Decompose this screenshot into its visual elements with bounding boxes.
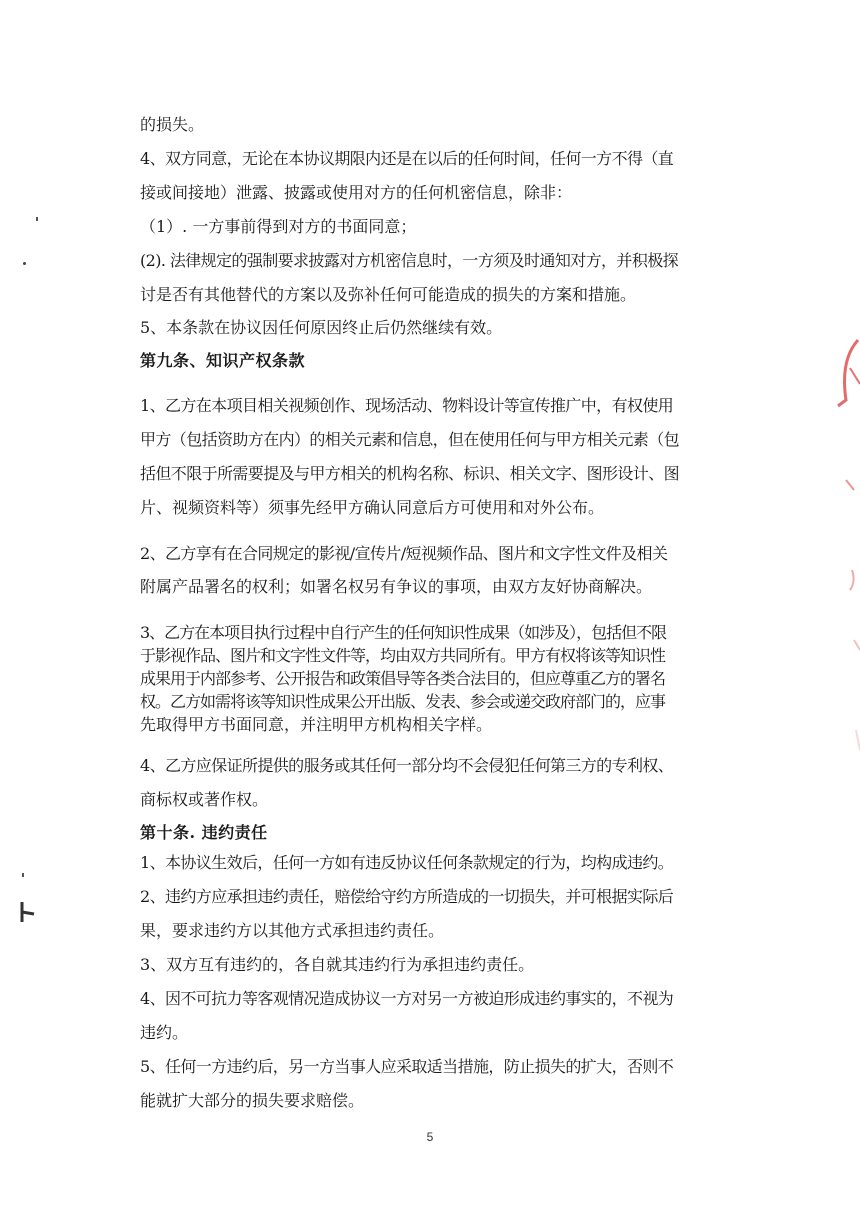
text-line: 2、违约方应承担违约责任，赔偿给守约方所造成的一切损失，并可根据实际后 <box>140 887 674 906</box>
text-line: 括但不限于所需要提及与甲方相关的机构名称、标识、相关文字、图形设计、图 <box>140 464 680 483</box>
text-line: 5、本条款在协议因任何原因终止后仍然继续有效。 <box>140 318 503 337</box>
text-line: 成果用于内部参考、公开报告和政策倡导等各类合法目的，但应尊重乙方的署名 <box>140 669 666 688</box>
text-line: 4、乙方应保证所提供的服务或其任何一部分均不会侵犯任何第三方的专利权、 <box>140 756 674 775</box>
text-line: 4、因不可抗力等客观情况造成协议一方对另一方被迫形成违约事实的，不视为 <box>140 989 674 1008</box>
text-line: 先取得甲方书面同意，并注明甲方机构相关字样。 <box>140 715 493 734</box>
text-line: 权。乙方如需将该等知识性成果公开出版、发表、参会或递交政府部门的，应事 <box>140 692 666 711</box>
text-line: 果，要求违约方以其他方式承担违约责任。 <box>140 921 445 940</box>
text-line: 接或间接地）泄露、披露或使用对方的任何机密信息，除非： <box>140 183 573 202</box>
text-line: 的损失。 <box>140 115 205 134</box>
scan-speck <box>16 900 40 926</box>
text-line: 2、乙方享有在合同规定的影视/宣传片/短视频作品、图片和文字性文件及相关 <box>140 544 668 563</box>
text-line: 1、乙方在本项目相关视频创作、现场活动、物料设计等宣传推广中，有权使用 <box>140 396 674 415</box>
red-seal-fragment <box>810 320 860 760</box>
scan-speck <box>22 873 24 877</box>
text-line: 片、视频资料等）须事先经甲方确认同意后方可使用和对外公布。 <box>140 498 605 517</box>
section-heading: 第十条. 违约责任 <box>140 823 268 842</box>
text-line: 于影视作品、图片和文字性文件等，均由双方共同所有。甲方有权将该等知识性 <box>140 646 666 665</box>
text-line: 能就扩大部分的损失要求赔偿。 <box>140 1091 365 1110</box>
text-line: 讨是否有其他替代的方案以及弥补任何可能造成的损失的方案和措施。 <box>140 285 637 304</box>
text-line: 附属产品署名的权利；如署名权另有争议的事项，由双方友好协商解决。 <box>140 577 653 596</box>
page-number: 5 <box>426 1130 434 1144</box>
text-line: 3、双方互有违约的，各自就其违约行为承担违约责任。 <box>140 955 535 974</box>
text-line: 甲方（包括资助方在内）的相关元素和信息，但在使用任何与甲方相关元素（包 <box>140 430 680 449</box>
text-line: 1、本协议生效后，任何一方如有违反协议任何条款规定的行为，均构成违约。 <box>140 853 674 872</box>
text-line: 4、双方同意，无论在本协议期限内还是在以后的任何时间，任何一方不得（直 <box>140 149 674 168</box>
text-line: 5、任何一方违约后，另一方当事人应采取适当措施，防止损失的扩大，否则不 <box>140 1057 674 1076</box>
scan-speck <box>23 262 26 265</box>
text-line: 违约。 <box>140 1023 189 1042</box>
text-line: （1）. 一方事前得到对方的书面同意； <box>140 217 417 236</box>
text-line: (2). 法律规定的强制要求披露对方机密信息时，一方须及时通知对方，并积极探 <box>140 251 679 270</box>
section-heading: 第九条、知识产权条款 <box>140 351 306 370</box>
text-line: 3、乙方在本项目执行过程中自行产生的任何知识性成果（如涉及），包括但不限 <box>140 623 667 642</box>
scan-speck <box>36 217 38 221</box>
text-line: 商标权或著作权。 <box>140 790 269 809</box>
